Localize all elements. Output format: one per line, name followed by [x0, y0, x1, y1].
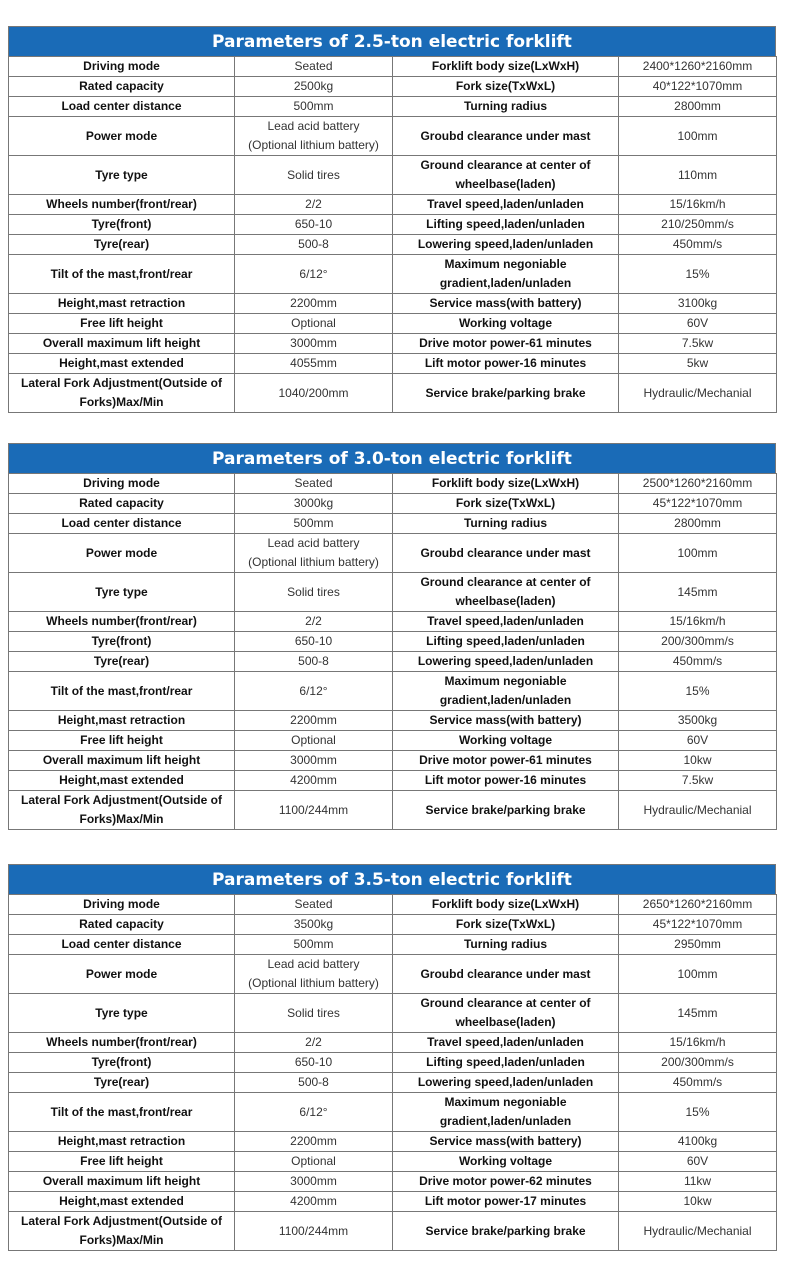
spec-table-3-0-ton: [8, 443, 776, 830]
param-value: 3100kg: [619, 294, 777, 314]
param-value: 450mm/s: [619, 235, 777, 255]
param-label: Load center distance: [9, 935, 235, 955]
param-label: Ground clearance at center of wheelbase(laden): [393, 573, 619, 612]
param-label: Tilt of the mast,front/rear: [9, 255, 235, 294]
param-value: Lead acid battery (Optional lithium battery): [235, 534, 393, 573]
param-value: Seated: [235, 474, 393, 494]
param-label: Groubd clearance under mast: [393, 117, 619, 156]
param-label: Tyre(rear): [9, 1073, 235, 1093]
param-label: Load center distance: [9, 97, 235, 117]
param-label: Load center distance: [9, 514, 235, 534]
param-label: Working voltage: [393, 314, 619, 334]
param-label: Lateral Fork Adjustment(Outside of Forks)Max/Min: [9, 791, 235, 830]
spec-table: [8, 56, 777, 413]
param-value: 3000mm: [235, 334, 393, 354]
table-row: [9, 1152, 777, 1172]
table-row: [9, 374, 777, 413]
param-label: Overall maximum lift height: [9, 751, 235, 771]
table-row: [9, 994, 777, 1033]
param-value: 3500kg: [619, 711, 777, 731]
param-label: Wheels number(front/rear): [9, 612, 235, 632]
param-value: 7.5kw: [619, 334, 777, 354]
table-row: [9, 474, 777, 494]
param-value: Hydraulic/Mechanial: [619, 1212, 777, 1251]
param-value: Optional: [235, 314, 393, 334]
param-label: Lateral Fork Adjustment(Outside of Forks)Max/Min: [9, 1212, 235, 1251]
param-label: Rated capacity: [9, 77, 235, 97]
param-value: 5kw: [619, 354, 777, 374]
table-row: [9, 334, 777, 354]
param-label: Forklift body size(LxWxH): [393, 474, 619, 494]
param-label: Height,mast extended: [9, 354, 235, 374]
table-row: [9, 612, 777, 632]
param-value: 2/2: [235, 1033, 393, 1053]
table-row: [9, 1053, 777, 1073]
param-label: Free lift height: [9, 731, 235, 751]
param-label: Height,mast retraction: [9, 711, 235, 731]
param-value: 450mm/s: [619, 652, 777, 672]
table-row: [9, 632, 777, 652]
param-value: 1100/244mm: [235, 791, 393, 830]
table-row: [9, 895, 777, 915]
param-label: Service mass(with battery): [393, 711, 619, 731]
param-value: 10kw: [619, 751, 777, 771]
param-value: 2200mm: [235, 711, 393, 731]
param-label: Power mode: [9, 117, 235, 156]
param-label: Service brake/parking brake: [393, 1212, 619, 1251]
param-label: Lift motor power-16 minutes: [393, 354, 619, 374]
param-label: Forklift body size(LxWxH): [393, 57, 619, 77]
param-label: Turning radius: [393, 935, 619, 955]
param-value: 45*122*1070mm: [619, 494, 777, 514]
spec-table: [8, 894, 777, 1251]
param-value: 3000mm: [235, 1172, 393, 1192]
param-value: 2800mm: [619, 514, 777, 534]
param-value: 110mm: [619, 156, 777, 195]
table-row: [9, 314, 777, 334]
table-row: [9, 77, 777, 97]
param-value: 45*122*1070mm: [619, 915, 777, 935]
table-row: [9, 652, 777, 672]
table-row: [9, 915, 777, 935]
param-value: 15%: [619, 1093, 777, 1132]
param-label: Turning radius: [393, 514, 619, 534]
param-label: Rated capacity: [9, 915, 235, 935]
param-label: Driving mode: [9, 57, 235, 77]
param-label: Tyre type: [9, 573, 235, 612]
table-row: [9, 534, 777, 573]
param-label: Lifting speed,laden/unladen: [393, 1053, 619, 1073]
param-label: Lifting speed,laden/unladen: [393, 215, 619, 235]
param-value: 200/300mm/s: [619, 1053, 777, 1073]
param-label: Service brake/parking brake: [393, 374, 619, 413]
param-value: 3000mm: [235, 751, 393, 771]
param-label: Tyre(front): [9, 1053, 235, 1073]
param-label: Drive motor power-61 minutes: [393, 751, 619, 771]
param-value: 2500*1260*2160mm: [619, 474, 777, 494]
param-value: 4100kg: [619, 1132, 777, 1152]
table-row: [9, 791, 777, 830]
param-value: 60V: [619, 1152, 777, 1172]
param-value: 1100/244mm: [235, 1212, 393, 1251]
param-value: 500mm: [235, 97, 393, 117]
table-row: [9, 235, 777, 255]
param-value: 450mm/s: [619, 1073, 777, 1093]
param-value: 500-8: [235, 652, 393, 672]
param-value: Seated: [235, 895, 393, 915]
table-row: [9, 1093, 777, 1132]
table-row: [9, 1212, 777, 1251]
param-label: Ground clearance at center of wheelbase(laden): [393, 994, 619, 1033]
param-label: Lowering speed,laden/unladen: [393, 1073, 619, 1093]
table-row: [9, 57, 777, 77]
param-value: 650-10: [235, 632, 393, 652]
param-value: Hydraulic/Mechanial: [619, 374, 777, 413]
param-label: Service brake/parking brake: [393, 791, 619, 830]
param-label: Tyre(rear): [9, 235, 235, 255]
param-label: Tyre(front): [9, 632, 235, 652]
param-value: 500mm: [235, 514, 393, 534]
param-value: 11kw: [619, 1172, 777, 1192]
param-value: Optional: [235, 1152, 393, 1172]
param-label: Tyre(rear): [9, 652, 235, 672]
param-label: Free lift height: [9, 1152, 235, 1172]
param-label: Groubd clearance under mast: [393, 955, 619, 994]
table-row: [9, 751, 777, 771]
param-value: 100mm: [619, 955, 777, 994]
param-value: 145mm: [619, 573, 777, 612]
table-row: [9, 195, 777, 215]
spec-table: [8, 473, 777, 830]
table-row: [9, 731, 777, 751]
param-label: Tyre type: [9, 994, 235, 1033]
param-value: 500-8: [235, 1073, 393, 1093]
spec-table-3-5-ton: [8, 864, 776, 1251]
param-value: Seated: [235, 57, 393, 77]
param-value: 60V: [619, 731, 777, 751]
param-value: 650-10: [235, 1053, 393, 1073]
param-value: 500mm: [235, 935, 393, 955]
table-row: [9, 117, 777, 156]
param-value: Lead acid battery (Optional lithium battery): [235, 117, 393, 156]
param-label: Fork size(TxWxL): [393, 77, 619, 97]
param-label: Lift motor power-17 minutes: [393, 1192, 619, 1212]
param-value: 15%: [619, 672, 777, 711]
param-label: Lift motor power-16 minutes: [393, 771, 619, 791]
param-value: 145mm: [619, 994, 777, 1033]
param-value: 2400*1260*2160mm: [619, 57, 777, 77]
param-value: 60V: [619, 314, 777, 334]
param-label: Service mass(with battery): [393, 294, 619, 314]
param-value: 500-8: [235, 235, 393, 255]
param-value: Solid tires: [235, 994, 393, 1033]
param-value: 4200mm: [235, 1192, 393, 1212]
table-row: [9, 1073, 777, 1093]
param-label: Tilt of the mast,front/rear: [9, 672, 235, 711]
param-value: Optional: [235, 731, 393, 751]
param-label: Wheels number(front/rear): [9, 195, 235, 215]
param-value: 6/12°: [235, 1093, 393, 1132]
param-label: Free lift height: [9, 314, 235, 334]
table-row: [9, 354, 777, 374]
param-label: Driving mode: [9, 895, 235, 915]
param-value: 15%: [619, 255, 777, 294]
param-label: Service mass(with battery): [393, 1132, 619, 1152]
param-value: 15/16km/h: [619, 1033, 777, 1053]
param-label: Maximum negoniable gradient,laden/unladen: [393, 255, 619, 294]
param-value: Lead acid battery (Optional lithium battery): [235, 955, 393, 994]
param-label: Tyre type: [9, 156, 235, 195]
table-row: [9, 955, 777, 994]
param-label: Driving mode: [9, 474, 235, 494]
param-label: Ground clearance at center of wheelbase(laden): [393, 156, 619, 195]
param-label: Height,mast retraction: [9, 294, 235, 314]
table-title: Parameters of 3.0-ton electric forklift: [8, 443, 776, 473]
param-value: 2200mm: [235, 1132, 393, 1152]
param-label: Forklift body size(LxWxH): [393, 895, 619, 915]
table-row: [9, 672, 777, 711]
param-label: Maximum negoniable gradient,laden/unladen: [393, 672, 619, 711]
table-row: [9, 215, 777, 235]
param-label: Height,mast retraction: [9, 1132, 235, 1152]
param-value: 2800mm: [619, 97, 777, 117]
table-row: [9, 573, 777, 612]
param-value: 10kw: [619, 1192, 777, 1212]
param-value: 2/2: [235, 195, 393, 215]
param-value: 3000kg: [235, 494, 393, 514]
param-label: Power mode: [9, 534, 235, 573]
table-row: [9, 1033, 777, 1053]
table-row: [9, 514, 777, 534]
param-label: Tilt of the mast,front/rear: [9, 1093, 235, 1132]
table-row: [9, 711, 777, 731]
param-value: 100mm: [619, 534, 777, 573]
table-row: [9, 255, 777, 294]
param-value: 2/2: [235, 612, 393, 632]
param-value: 6/12°: [235, 672, 393, 711]
param-label: Wheels number(front/rear): [9, 1033, 235, 1053]
table-title: Parameters of 2.5-ton electric forklift: [8, 26, 776, 56]
param-label: Overall maximum lift height: [9, 334, 235, 354]
param-label: Rated capacity: [9, 494, 235, 514]
param-value: 200/300mm/s: [619, 632, 777, 652]
param-value: Solid tires: [235, 156, 393, 195]
param-label: Turning radius: [393, 97, 619, 117]
table-row: [9, 294, 777, 314]
param-label: Travel speed,laden/unladen: [393, 195, 619, 215]
param-label: Power mode: [9, 955, 235, 994]
table-row: [9, 1192, 777, 1212]
table-row: [9, 156, 777, 195]
param-label: Working voltage: [393, 1152, 619, 1172]
param-value: 650-10: [235, 215, 393, 235]
param-value: 2500kg: [235, 77, 393, 97]
param-value: 3500kg: [235, 915, 393, 935]
param-label: Lowering speed,laden/unladen: [393, 235, 619, 255]
param-label: Lateral Fork Adjustment(Outside of Forks)Max/Min: [9, 374, 235, 413]
param-label: Groubd clearance under mast: [393, 534, 619, 573]
table-row: [9, 935, 777, 955]
param-label: Working voltage: [393, 731, 619, 751]
param-label: Travel speed,laden/unladen: [393, 612, 619, 632]
spec-table-2-5-ton: [8, 26, 776, 413]
param-label: Drive motor power-61 minutes: [393, 334, 619, 354]
param-value: 1040/200mm: [235, 374, 393, 413]
param-label: Fork size(TxWxL): [393, 915, 619, 935]
table-row: [9, 1172, 777, 1192]
table-row: [9, 494, 777, 514]
param-value: 100mm: [619, 117, 777, 156]
param-label: Lifting speed,laden/unladen: [393, 632, 619, 652]
param-label: Travel speed,laden/unladen: [393, 1033, 619, 1053]
param-label: Height,mast extended: [9, 771, 235, 791]
param-value: 210/250mm/s: [619, 215, 777, 235]
table-row: [9, 771, 777, 791]
param-value: 40*122*1070mm: [619, 77, 777, 97]
param-label: Overall maximum lift height: [9, 1172, 235, 1192]
param-label: Tyre(front): [9, 215, 235, 235]
param-value: 2650*1260*2160mm: [619, 895, 777, 915]
param-label: Height,mast extended: [9, 1192, 235, 1212]
param-value: 15/16km/h: [619, 612, 777, 632]
param-value: 7.5kw: [619, 771, 777, 791]
param-label: Fork size(TxWxL): [393, 494, 619, 514]
table-title: Parameters of 3.5-ton electric forklift: [8, 864, 776, 894]
table-row: [9, 1132, 777, 1152]
param-label: Maximum negoniable gradient,laden/unladen: [393, 1093, 619, 1132]
param-value: Solid tires: [235, 573, 393, 612]
param-value: 6/12°: [235, 255, 393, 294]
table-row: [9, 97, 777, 117]
param-label: Drive motor power-62 minutes: [393, 1172, 619, 1192]
param-value: 2950mm: [619, 935, 777, 955]
param-value: 2200mm: [235, 294, 393, 314]
param-label: Lowering speed,laden/unladen: [393, 652, 619, 672]
param-value: 4200mm: [235, 771, 393, 791]
param-value: Hydraulic/Mechanial: [619, 791, 777, 830]
param-value: 15/16km/h: [619, 195, 777, 215]
param-value: 4055mm: [235, 354, 393, 374]
